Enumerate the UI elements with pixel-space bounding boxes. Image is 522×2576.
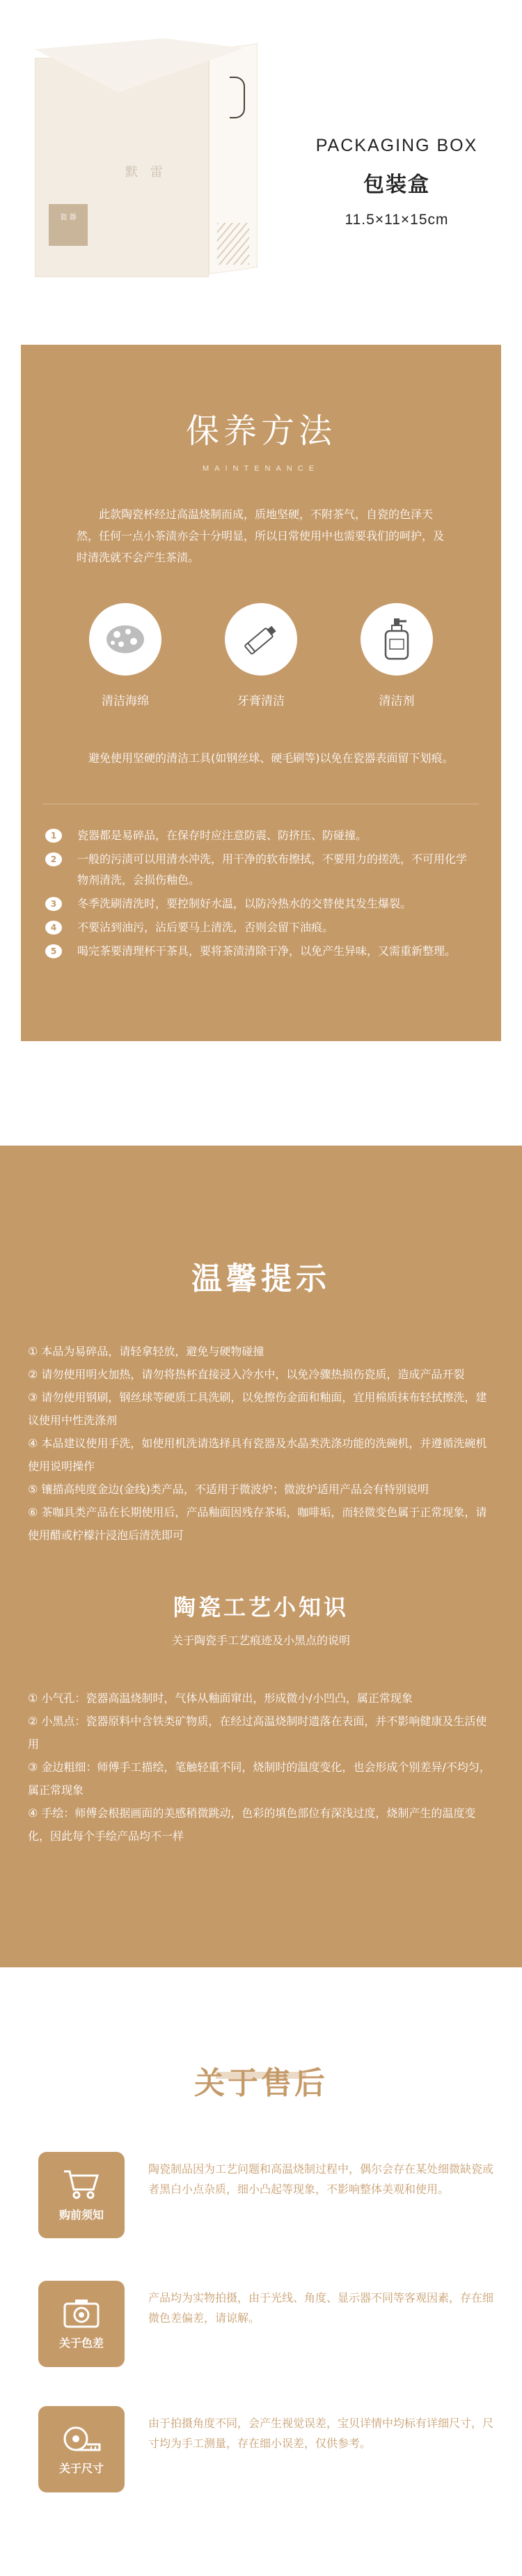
number-badge: 5 xyxy=(45,944,62,958)
craft-knowledge-subtitle: 关于陶瓷手工艺痕迹及小黑点的说明 xyxy=(171,1634,350,1647)
number-badge: 2 xyxy=(45,852,62,866)
after-text-purchase: 陶瓷制品因为工艺问题和高温烧制过程中，偶尔会存在某处细微缺瓷或者黑白小点杂质，细小凸起等现象，不影响整体美观和使用。 xyxy=(148,2162,494,2196)
after-label-purchase: 购前须知 xyxy=(58,2208,104,2222)
tool-label-detergent: 清洁剂 xyxy=(379,694,415,708)
detergent-icon xyxy=(361,603,433,676)
tape-measure-icon xyxy=(38,2406,125,2492)
number-badge: 3 xyxy=(45,897,62,911)
box-label: 瓷 器 xyxy=(49,204,88,246)
tip-text: 不要沾到油污，沾后要马上清洗，否则会留下油痕。 xyxy=(77,921,334,934)
number-badge: 4 xyxy=(45,921,62,935)
packaging-info xyxy=(292,136,501,228)
tool-label-sponge: 清洁海绵 xyxy=(102,694,149,708)
maintenance-tips xyxy=(45,825,477,962)
tool-label-toothpaste: 牙膏清洁 xyxy=(237,694,285,708)
list-item: ① 小气孔：瓷器高温烧制时，气体从釉面窜出，形成微小/小凹凸，属正常现象 xyxy=(28,1692,413,1705)
warm-tips-title: 温馨提示 xyxy=(191,1261,331,1297)
list-item xyxy=(45,941,477,962)
tip-text: 喝完茶要清理杯干茶具，要将茶渍清除干净，以免产生异味，又需重新整理。 xyxy=(77,944,457,958)
after-sales-row-purchase xyxy=(38,2152,498,2238)
packaging-title-en: PACKAGING BOX xyxy=(315,136,478,155)
after-sales-row-size xyxy=(38,2406,498,2492)
box-handle xyxy=(230,77,245,118)
list-item: ② 请勿使用明火加热，请勿将热杯直接浸入冷水中，以免冷骤热损伤瓷质，造成产品开裂 xyxy=(28,1368,465,1381)
box-brand-text: 默 雷 xyxy=(125,165,167,180)
maintenance-title: 保养方法 xyxy=(185,412,336,451)
list-item: ④ 本品建议使用手洗，如使用机洗请选择具有瓷器及水晶类洗涤功能的洗碗机，并遵循洗碗机使用说明操作 xyxy=(28,1437,487,1473)
cart-icon xyxy=(38,2152,125,2238)
list-item: ② 小黑点：瓷器原料中含铁类矿物质，在经过高温烧制时遗落在表面，并不影响健康及生活使用 xyxy=(28,1715,487,1751)
maintenance-note: 避免使用坚硬的清洁工具(如钢丝球、硬毛刷等)以免在瓷器表面留下划痕。 xyxy=(88,751,454,765)
list-item: ④ 手绘：师傅会根据画面的美感稍微跳动，色彩的填色部位有深浅过度，烧制产生的温度变化，因此每个手绘产品均不一样 xyxy=(28,1806,476,1843)
warm-tips-list xyxy=(28,1340,494,1547)
list-item: ③ 请勿使用钢刷，钢丝球等硬质工具洗刷，以免擦伤金面和釉面，宜用棉质抹布轻拭擦洗，建议使用中性洗涤剂 xyxy=(28,1391,487,1427)
after-label-size: 关于尺寸 xyxy=(58,2461,104,2475)
number-badge: 1 xyxy=(45,829,62,843)
tool-toothpaste xyxy=(223,603,299,708)
tip-text: 瓷器都是易碎品，在保存时应注意防震、防挤压、防碰撞。 xyxy=(77,829,367,842)
list-item xyxy=(45,849,477,891)
tip-text: 一般的污渍可以用清水冲洗，用干净的软布擦拭，不要用力的搓洗，不可用化学物剂清洗，会损伤釉色。 xyxy=(77,852,468,887)
list-item xyxy=(45,825,477,846)
packaging-size: 11.5×11×15cm xyxy=(345,212,449,228)
after-sales-title: 关于售后 xyxy=(194,2066,328,2101)
box-stripes xyxy=(217,223,249,265)
list-item xyxy=(45,917,477,938)
cleaning-tools xyxy=(21,603,501,708)
after-sales-row-color xyxy=(38,2281,498,2367)
after-sales-section xyxy=(0,1967,522,2576)
maintenance-card xyxy=(21,345,501,1041)
tool-sponge xyxy=(87,603,164,708)
packaging-section xyxy=(0,0,522,327)
after-text-color: 产品均为实物拍摄，由于光线、角度、显示器不同等客观因素，存在细微色差偏差，请谅解。 xyxy=(148,2291,494,2325)
sponge-icon xyxy=(89,603,161,676)
craft-knowledge-list xyxy=(28,1687,494,1848)
maintenance-section xyxy=(0,327,522,1146)
craft-knowledge-title: 陶瓷工艺小知识 xyxy=(173,1594,349,1621)
warm-tips-section xyxy=(0,1146,522,1967)
toothpaste-icon xyxy=(225,603,297,676)
packaging-box-image xyxy=(21,38,251,282)
camera-icon xyxy=(38,2281,125,2367)
tool-detergent xyxy=(358,603,435,708)
list-item xyxy=(45,893,477,914)
maintenance-subtitle: MAINTENANCE xyxy=(202,465,320,473)
maintenance-intro: 此款陶瓷杯经过高温烧制而成，质地坚硬，不附茶气，自瓷的色泽天然，任何一点小茶渍亦会十分明显，所以日常使用中也需要我们的呵护，及时清洗就不会产生茶渍。 xyxy=(77,508,445,564)
packaging-title-cn: 包装盒 xyxy=(363,173,430,197)
list-item: ⑥ 茶咖具类产品在长期使用后，产品釉面因残存茶垢，咖啡垢，而轻微变色属于正常现象，请使用醋或柠檬汁浸泡后清洗即可 xyxy=(28,1506,487,1542)
list-item: ③ 金边粗细：师傅手工描绘，笔触轻重不同，烧制时的温度变化，也会形成个别差异/不均匀，属正常现象 xyxy=(28,1761,491,1797)
after-text-size: 由于拍摄角度不同，会产生视觉误差，宝贝详情中均标有详细尺寸，尺寸均为手工测量，存在细小误差，仅供参考。 xyxy=(148,2417,494,2450)
list-item: ① 本品为易碎品，请轻拿轻放，避免与硬物碰撞 xyxy=(28,1345,264,1358)
tip-text: 冬季洗刷清洗时，要控制好水温，以防冷热水的交替使其发生爆裂。 xyxy=(77,897,412,910)
list-item: ⑤ 镶描高纯度金边(金线)类产品，不适用于微波炉；微波炉适用产品会有特别说明 xyxy=(28,1483,429,1496)
after-label-color: 关于色差 xyxy=(58,2336,104,2350)
